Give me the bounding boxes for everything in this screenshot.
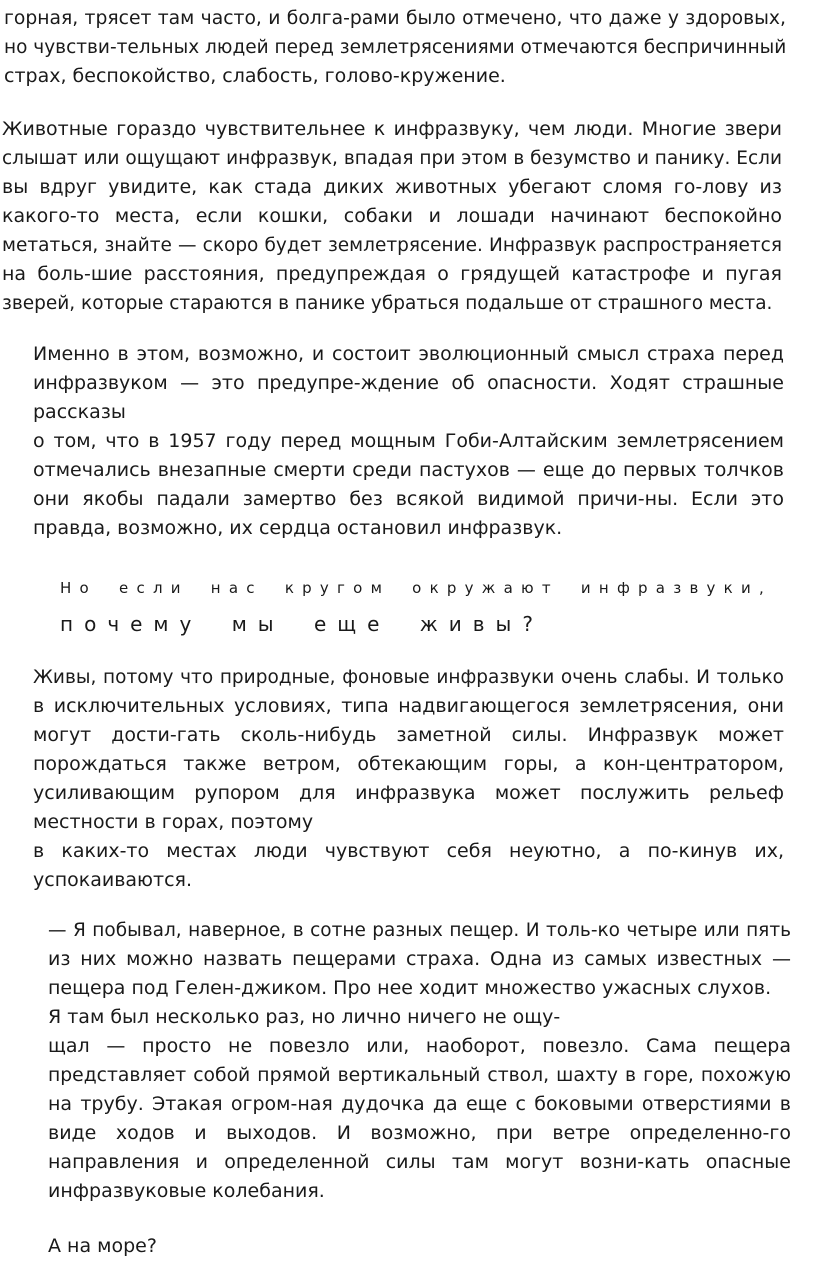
- text-line: метаться, знайте — скоро будет землетрясение. Инфразвук распространяется: [2, 235, 782, 256]
- text-line: на боль-шие расстояния, предупреждая о грядущей катастрофе и пугая: [2, 263, 782, 285]
- text-line: усиливающим рупором для инфразвука может послужить рельеф: [33, 782, 784, 804]
- text-line: виде ходов и выходов. И возможно, при ветре определенно-го: [48, 1122, 791, 1144]
- paragraph-caves-quote: [48, 916, 791, 1206]
- text-line: они якобы падали замертво без всякой видимой причи-ны. Если это: [33, 488, 784, 510]
- text-line: из них можно назвать пещерами страха. Одна из самых известных —: [48, 948, 791, 970]
- text-line: зверей, которые стараются в панике убраться подальше от страшного места.: [2, 293, 773, 314]
- text-line: Именно в этом, возможно, и состоит эволюционный смысл страха перед: [33, 343, 784, 365]
- text-line: представляет собой прямой вертикальный ствол, шахту в горе, похожую: [48, 1065, 791, 1086]
- text-line: успокаиваются.: [33, 869, 193, 891]
- text-line: в исключительных условиях, типа надвигающегося землетрясения, они: [33, 695, 784, 717]
- text-line: инфразвуковые колебания.: [48, 1180, 325, 1202]
- paragraph-evolution: [33, 340, 784, 543]
- text-line: — Я побывал, наверное, в сотне разных пещер. И толь-ко четыре или пять: [48, 920, 791, 941]
- text-line: могут дости-гать сколь-нибудь заметной силы. Инфразвук может: [33, 724, 784, 746]
- text-line: рассказы: [33, 401, 126, 423]
- section-heading: [60, 570, 780, 642]
- text-line: порождаться также ветром, обтекающим горы, а кон-центратором,: [33, 753, 784, 775]
- paragraph-sea-question: [48, 1232, 448, 1261]
- text-line: в каких-то местах люди чувствуют себя неуютно, а по-кинув их,: [33, 840, 784, 862]
- text-line: пещера под Гелен-джиком. Про нее ходит множество ужасных слухов.: [48, 977, 772, 999]
- heading-line: почему мы еще живы?: [60, 612, 544, 636]
- text-line: отмечались внезапные смерти среди пастухов — еще до первых толчков: [33, 459, 784, 481]
- paragraph-animals: [2, 115, 782, 318]
- text-line: щал — просто не повезло или, наоборот, повезло. Сама пещера: [48, 1035, 791, 1057]
- text-line: о том, что в 1957 году перед мощным Гоби-Алтайским землетрясением: [33, 430, 784, 452]
- text-line: слышат или ощущают инфразвук, впадая при этом в безумство и панику. Если: [2, 148, 782, 169]
- text-line: Животные гораздо чувствительнее к инфразвуку, чем люди. Многие звери: [2, 118, 782, 140]
- heading-line: Но если нас кругом окружают инфразвуки,: [60, 579, 773, 597]
- text-line: местности в горах, поэтому: [33, 811, 314, 833]
- text-line: Живы, потому что природные, фоновые инфразвуки очень слабы. И только: [33, 667, 784, 688]
- text-line: страх, беспокойство, слабость, голово-кружение.: [4, 65, 506, 87]
- paragraph-earthquake-fear: [4, 4, 786, 91]
- paragraph-natural-infrasound: [33, 663, 784, 895]
- text-line: А на море?: [48, 1235, 157, 1257]
- text-line: направления и определенной силы там могут возни-кать опасные: [48, 1151, 791, 1173]
- text-line: вы вдруг увидите, как стада диких животных убегают сломя го-лову из: [2, 176, 782, 198]
- text-line: инфразвуком — это предупре-ждение об опасности. Ходят страшные: [33, 372, 784, 394]
- text-line: горная, трясет там часто, и болга-рами было отмечено, что даже у здоровых,: [4, 8, 786, 29]
- text-line: правда, возможно, их сердца остановил инфразвук.: [33, 517, 563, 539]
- text-line: на трубу. Этакая огром-ная дудочка да еще с боковыми отверстиями в: [48, 1093, 791, 1115]
- text-line: Я там был несколько раз, но лично ничего не ощу-: [48, 1006, 561, 1028]
- text-line: какого-то места, если кошки, собаки и лошади начинают беспокойно: [2, 205, 782, 227]
- text-line: но чувстви-тельных людей перед землетрясениями отмечаются беспричинный: [4, 37, 786, 58]
